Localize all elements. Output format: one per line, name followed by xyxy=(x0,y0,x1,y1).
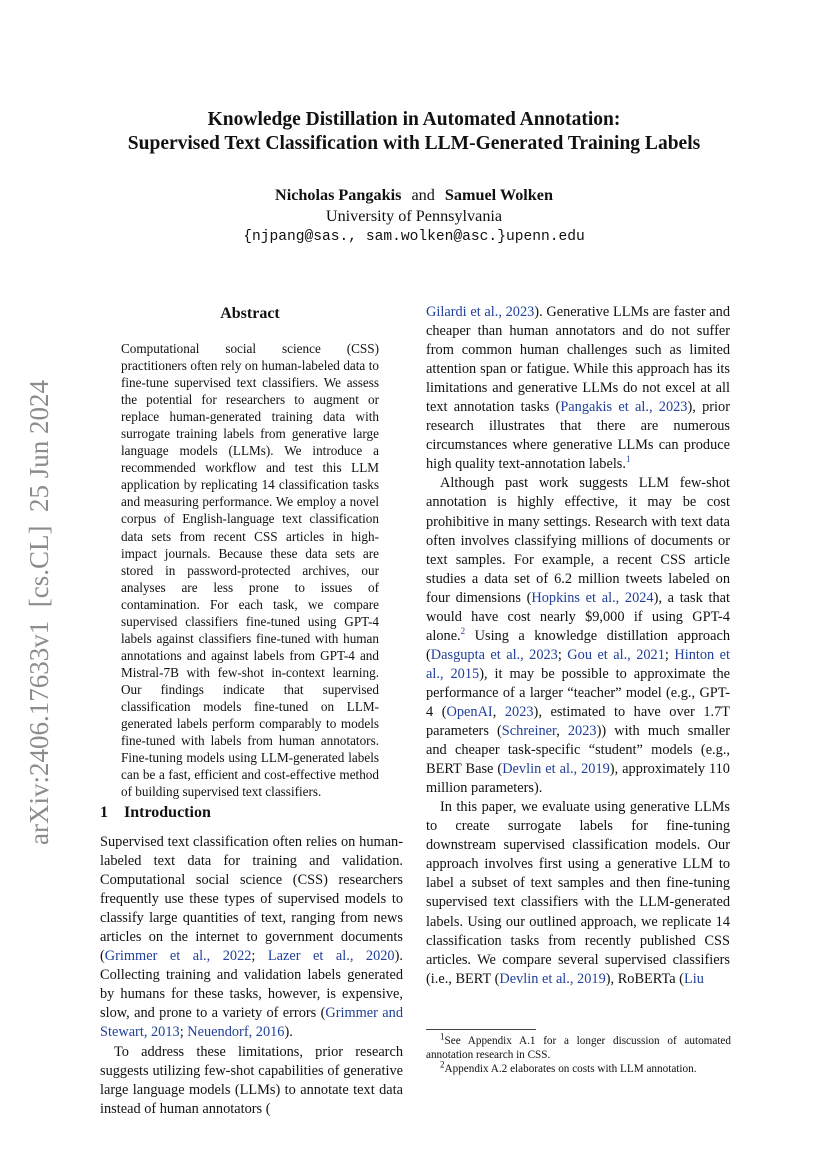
title-line-1: Knowledge Distillation in Automated Annotation: xyxy=(207,109,621,130)
section-heading xyxy=(100,804,211,822)
paragraph: Supervised text classification often relies on human-labeled text data for training and validation. Computational social science (CSS) researchers frequently use these types of supervised models to classify large quantities of text, ranging from news articles on the internet to government documents (Grimmer et al., 2022; Lazer et al., 2020). Collecting training and validation labels generated by humans for these tasks, however, is expensive, slow, and prone to a variety of errors (Grimmer and Stewart, 2013; Neuendorf, 2016). xyxy=(100,834,403,1041)
footnote-number: 1 xyxy=(440,1031,445,1042)
footnote: $^1$See Appendix A.1 for a longer discussion of automated annotation research in CSS. xyxy=(426,1031,731,1062)
citation-link[interactable]: Lazer et al., 2020 xyxy=(267,948,395,965)
citation-link[interactable]: Dasgupta et al., 2023 xyxy=(430,646,558,663)
author-email: {njpang@sas., sam.wolken@asc.}upenn.edu xyxy=(243,229,585,245)
footnotes xyxy=(426,1031,731,1077)
citation-link[interactable]: Schreiner xyxy=(501,723,557,740)
footnote-marker[interactable]: 2 xyxy=(460,626,466,637)
arxiv-stamp xyxy=(14,370,60,845)
left-column-body xyxy=(100,833,403,1119)
author-block xyxy=(60,185,768,248)
author-name: Nicholas Pangakis xyxy=(275,186,402,204)
citation-link[interactable]: Hopkins et al., 2024 xyxy=(531,589,654,606)
paper-title xyxy=(60,108,768,156)
citation-link[interactable]: 2023 xyxy=(504,703,534,720)
title-line-2: Supervised Text Classification with LLM-Generated Training Labels xyxy=(127,133,701,154)
author-name: Samuel Wolken xyxy=(444,186,553,204)
affiliation: University of Pennsylvania xyxy=(325,207,503,225)
author-conjunction: and xyxy=(411,186,435,204)
paragraph: To address these limitations, prior research suggests utilizing few-shot capabilities of generative large language models (LLMs) to annotate text data instead of human annotators ( xyxy=(100,1043,403,1117)
citation-link[interactable]: Liu xyxy=(683,970,704,987)
citation-link[interactable]: Hinton et al., 2015 xyxy=(426,646,730,682)
citation-link[interactable]: 2023 xyxy=(567,723,597,740)
footnote-marker[interactable]: 1 xyxy=(625,454,631,465)
paragraph-continued: Gilardi et al., 2023). Generative LLMs are faster and cheaper than human annotators and do not suffer from common human challenges such as limited attention span or fatigue. While this approach has its limitations and generative LLMs do not excel at all text annotation tasks (Pangakis et al., 2023), prior research illustrates that there are numerous circumstances where generative LLMs can produce high quality text-annotation labels.$^1$ xyxy=(426,304,731,473)
citation-link[interactable]: Devlin et al., 2019 xyxy=(499,970,606,987)
right-column-body xyxy=(426,303,730,989)
citation-link[interactable]: Pangakis et al., 2023 xyxy=(560,399,688,416)
citation-link[interactable]: OpenAI xyxy=(446,703,493,720)
citation-link[interactable]: Grimmer et al., 2022 xyxy=(104,948,252,965)
footnote: $^2$Appendix A.2 elaborates on costs with LLM annotation. xyxy=(440,1059,697,1076)
paragraph: In this paper, we evaluate using generative LLMs to create surrogate labels for fine-tuning downstream supervised classification models. Our approach involves first using a generative LLM to label a subset of text samples and then fine-tuning supervised text classifiers with the LLM-generated labels. Using our outlined approach, we replicate 14 classification tasks from recently published CSS articles. We compare several supervised classifiers (i.e., BERT (Devlin et al., 2019), RoBERTa (Liu xyxy=(426,799,730,987)
citation-link[interactable]: Devlin et al., 2019 xyxy=(502,761,610,778)
citation-link[interactable]: Gou et al., 2021 xyxy=(567,646,665,663)
citation-link[interactable]: Gilardi et al., 2023 xyxy=(426,304,535,320)
citation-link[interactable]: Grimmer and Stewart, 2013 xyxy=(100,1005,403,1041)
footnote-number: 2 xyxy=(440,1059,445,1070)
abstract-text: Computational social science (CSS) practitioners often rely on human-labeled data to fine-tune supervised text classifiers. We assess the potential for researchers to augment or replace human-generated training data with surrogate training labels from generative large language models (LLMs). We introduce a recommended workflow and test this LLM application by replicating 14 classification tasks and measuring performance. We employ a novel corpus of English-language text classification data sets from recent CSS articles in high-impact journals. Because these data sets are stored in password-protected archives, our analyses are less prone to issues of contamination. For each task, we compare supervised classifiers fine-tuned using GPT-4 labels against classifiers fine-tuned with human annotations and against labels from GPT-4 and Mistral-7B with few-shot in-context learning. Our findings indicate that supervised classification models fine-tuned on LLM-generated labels perform comparably to models fine-tuned with labels from human annotators. Fine-tuning models using LLM-generated labels can be a fast, efficient and cost-effective method of building supervised text classifiers. xyxy=(121,341,379,800)
paragraph: Although past work suggests LLM few-shot annotation is highly effective, it may be cost prohibitive in many settings. Research with text data often involves classifying millions of documents or text samples. For example, a recent CSS article studies a data set of 6.2 million tweets labeled on four dimensions (Hopkins et al., 2024), a task that would have cost nearly $9,000 if using GPT-4 alone.$^2$ Using a knowledge distillation approach (Dasgupta et al., 2023; Gou et al., 2021; Hinton et al., 2015), it may be possible to approximate the performance of a larger “teacher” model (e.g., GPT-4 (OpenAI, 2023), estimated to have over 1.7T parameters (Schreiner, 2023)) with much smaller and cheaper task-specific “student” models (e.g., BERT Base (Devlin et al., 2019), approximately 110 million parameters). xyxy=(426,475,731,797)
footnote-divider xyxy=(426,1029,536,1030)
section-number: 1 xyxy=(100,804,108,821)
arxiv-id: arXiv:2406.17633v1 [cs.CL] 25 Jun 2024 xyxy=(24,380,54,845)
citation-link[interactable]: Neuendorf, 2016 xyxy=(187,1024,285,1041)
section-title: Introduction xyxy=(124,804,211,821)
abstract-heading: Abstract xyxy=(220,305,280,322)
